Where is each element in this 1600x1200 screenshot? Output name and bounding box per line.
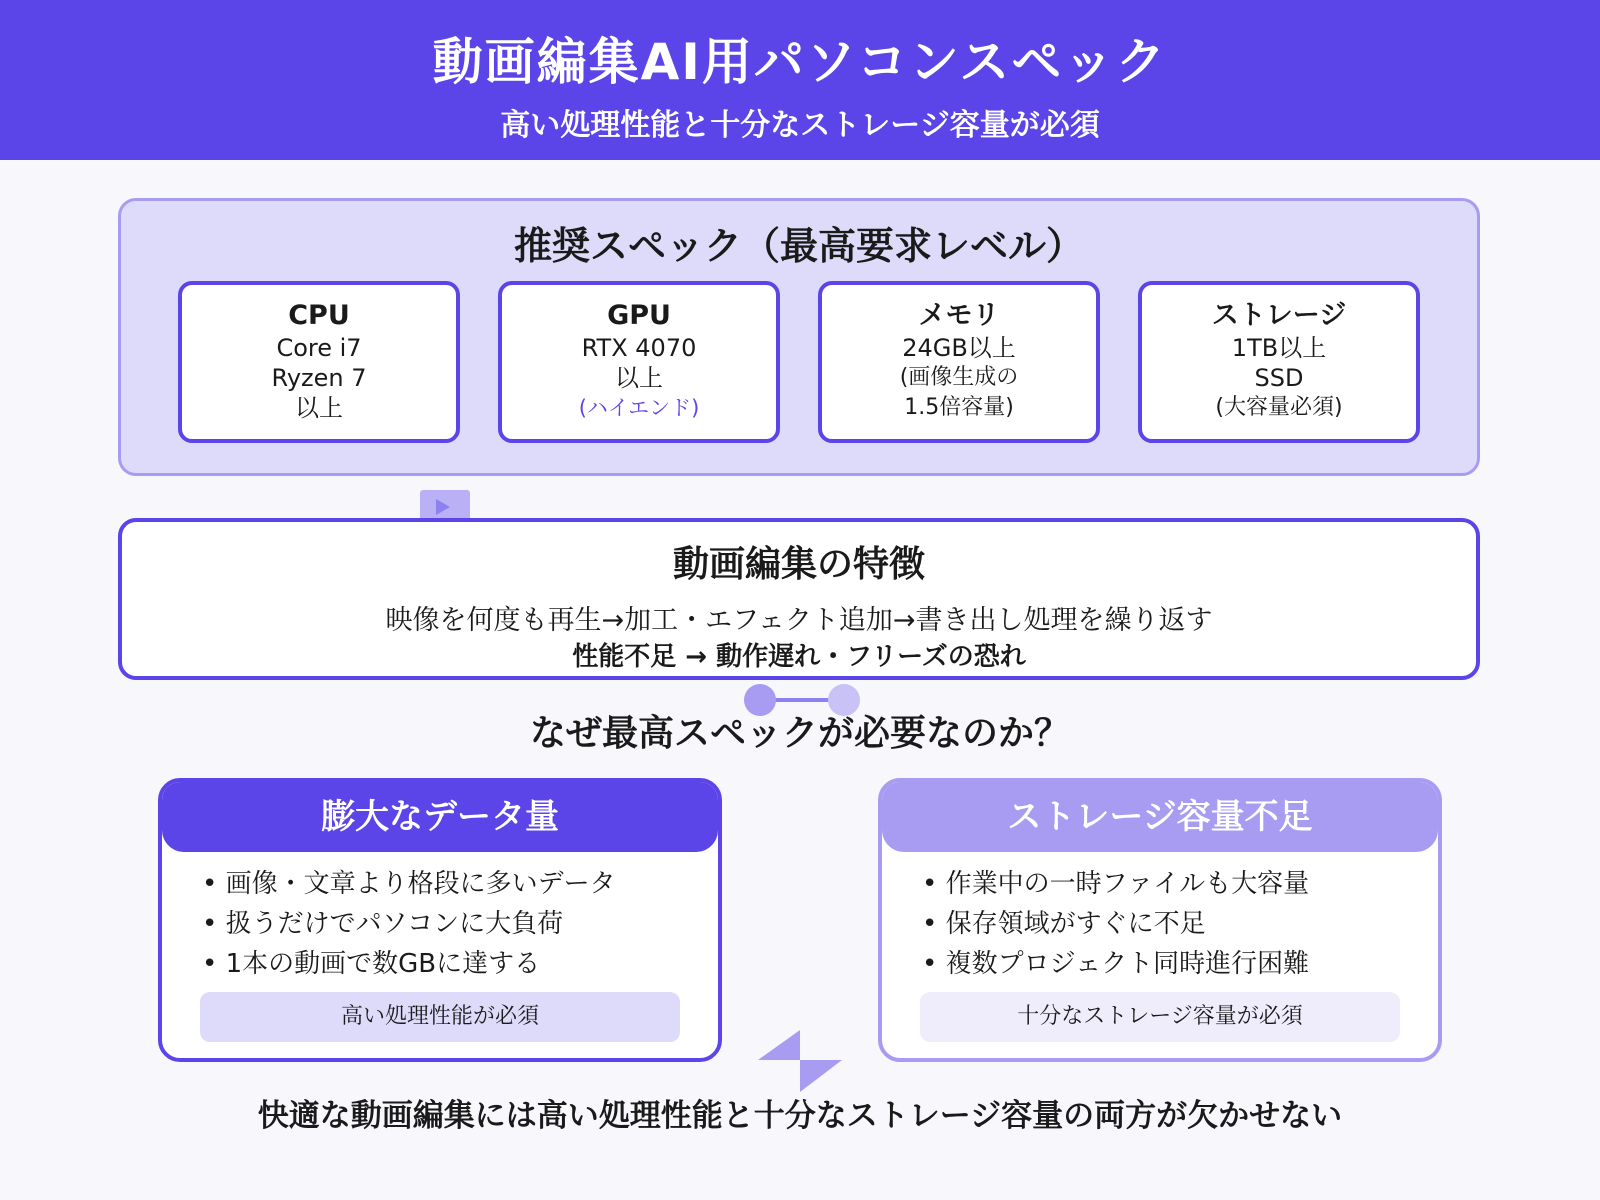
feature-panel: [118, 518, 1480, 680]
spec-card-line: 以上: [295, 394, 343, 422]
header-banner: [0, 0, 1600, 160]
spec-card-line: 1.5倍容量): [904, 395, 1014, 420]
spec-card-line: 以上: [615, 364, 663, 392]
spec-card-line: 24GB以上: [902, 334, 1016, 362]
page-subtitle: 高い処理性能と十分なストレージ容量が必須: [500, 108, 1100, 143]
recommended-spec-title: 推奨スペック（最高要求レベル）: [513, 224, 1084, 268]
spec-card-note: (ハイエンド): [578, 396, 700, 420]
spec-card-line: SSD: [1254, 364, 1304, 392]
reason-card-storage: [878, 778, 1442, 1062]
reason-card-title: 膨大なデータ量: [162, 782, 718, 852]
spec-card-name: GPU: [607, 300, 671, 331]
reason-item: • 画像・文章より格段に多いデータ: [202, 864, 718, 904]
feature-description: 映像を何度も再生→加工・エフェクト追加→書き出し処理を繰り返す: [385, 605, 1213, 636]
feature-title: 動画編集の特徴: [672, 544, 925, 585]
spec-card-line: RTX 4070: [581, 334, 697, 362]
reason-item: • 1本の動画で数GBに達する: [202, 944, 718, 984]
reason-list: [882, 864, 1438, 984]
reason-item: • 保存領域がすぐに不足: [922, 904, 1438, 944]
spec-card-storage: [1138, 281, 1420, 443]
footer-summary: 快適な動画編集には高い処理性能と十分なストレージ容量の両方が欠かせない: [257, 1098, 1343, 1134]
reason-conclusion: 十分なストレージ容量が必須: [920, 992, 1400, 1042]
reason-item: • 複数プロジェクト同時進行困難: [922, 944, 1438, 984]
spec-card-line: 1TB以上: [1231, 334, 1327, 362]
spec-card-line: Ryzen 7: [271, 364, 367, 392]
spec-card-name: メモリ: [918, 300, 1000, 331]
reason-card-title: ストレージ容量不足: [882, 782, 1438, 852]
reason-card-data-volume: [158, 778, 722, 1062]
why-heading: なぜ最高スペックが必要なのか？: [529, 713, 1070, 754]
bolt-icon: [758, 1030, 842, 1092]
feature-warning: 性能不足 → 動作遅れ・フリーズの恐れ: [572, 642, 1026, 672]
spec-card-line: (大容量必須): [1215, 395, 1343, 420]
spec-card-line: (画像生成の: [899, 365, 1019, 390]
reason-item: • 扱うだけでパソコンに大負荷: [202, 904, 718, 944]
spec-card-gpu: [498, 281, 780, 443]
reason-conclusion: 高い処理性能が必須: [200, 992, 680, 1042]
recommended-spec-panel: [118, 198, 1480, 476]
reason-item: • 作業中の一時ファイルも大容量: [922, 864, 1438, 904]
spec-card-memory: [818, 281, 1100, 443]
spec-card-line: Core i7: [276, 334, 362, 362]
page-title: 動画編集AI用パソコンスペック: [432, 33, 1168, 91]
spec-card-cpu: [178, 281, 460, 443]
spec-card-name: ストレージ: [1211, 300, 1347, 331]
reason-list: [162, 864, 718, 984]
spec-card-name: CPU: [288, 300, 350, 331]
